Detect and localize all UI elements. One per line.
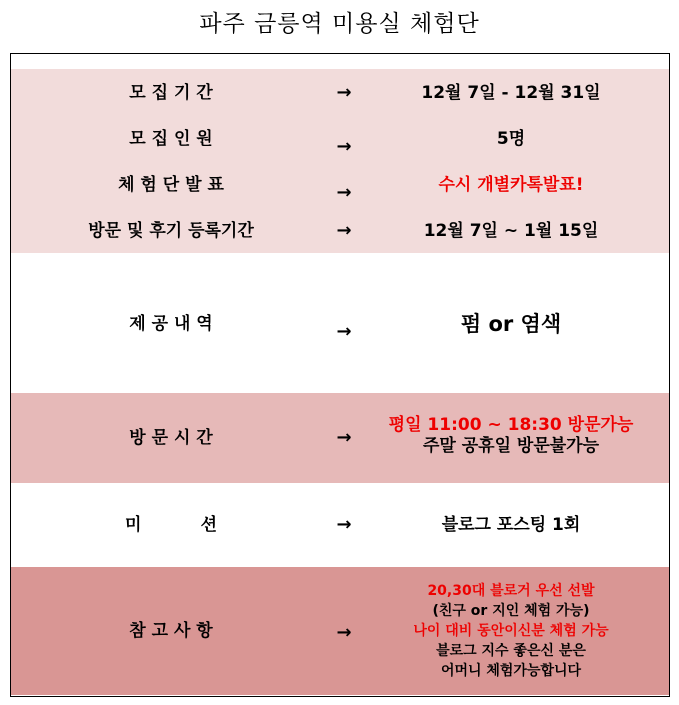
recruit-period-label: 모 집 기 간: [129, 83, 213, 103]
row-recruit-period: [11, 81, 669, 105]
visit-section: [11, 393, 669, 483]
notes-line: 블로그 지수 좋은신 분은: [436, 643, 586, 659]
info-table: [10, 53, 670, 697]
visit-weekend-text: 주말 공휴일 방문불가능: [422, 436, 600, 456]
notes-label: 참 고 사 항: [129, 621, 213, 641]
arrow-icon: →: [336, 220, 352, 241]
mission-section: [11, 483, 669, 567]
announcement-label: 체 험 단 발 표: [118, 175, 224, 195]
offer-value: 펌 or 염색: [460, 312, 562, 336]
notes-line: 나이 대비 동안이신분 체험 가능: [413, 623, 609, 639]
row-visit-review-period: [11, 219, 669, 243]
notes-value: [371, 581, 651, 681]
offer-section: [11, 253, 669, 393]
row-notes: [11, 581, 669, 681]
visit-time-value: [371, 415, 651, 457]
notes-section: [11, 567, 669, 695]
visit-time-label: 방 문 시 간: [129, 428, 213, 448]
arrow-icon: →: [336, 427, 352, 448]
offer-label: 제 공 내 역: [129, 314, 213, 334]
arrow-icon: →: [336, 514, 352, 535]
recruit-count-label: 모 집 인 원: [129, 129, 213, 149]
recruit-section: [11, 69, 669, 253]
arrow-icon: →: [336, 321, 352, 342]
mission-value: 블로그 포스팅 1회: [441, 515, 581, 535]
visit-weekday-text: 평일 11:00 ~ 18:30 방문가능: [388, 415, 634, 435]
recruit-period-value: 12월 7일 - 12월 31일: [421, 83, 601, 103]
row-recruit-count: [11, 127, 669, 157]
visit-review-period-label: 방문 및 후기 등록기간: [88, 221, 254, 241]
recruit-count-value: 5명: [496, 129, 526, 149]
arrow-icon: →: [336, 136, 352, 157]
page-title: 파주 금릉역 미용실 체험단: [199, 11, 480, 37]
announcement-value: 수시 개별카톡발표!: [438, 175, 584, 195]
visit-review-period-value: 12월 7일 ~ 1월 15일: [423, 221, 599, 241]
row-announcement: [11, 173, 669, 203]
row-mission: [11, 513, 669, 537]
arrow-icon: →: [336, 622, 352, 643]
row-offer: [11, 310, 669, 342]
notes-line: (친구 or 지인 체험 가능): [432, 603, 590, 619]
arrow-icon: →: [336, 82, 352, 103]
row-visit-time: [11, 415, 669, 459]
mission-label: 미 션: [124, 515, 218, 535]
notes-line: 20,30대 블로거 우선 선발: [427, 583, 595, 599]
notes-line: 어머니 체험가능합니다: [440, 663, 582, 679]
arrow-icon: →: [336, 182, 352, 203]
